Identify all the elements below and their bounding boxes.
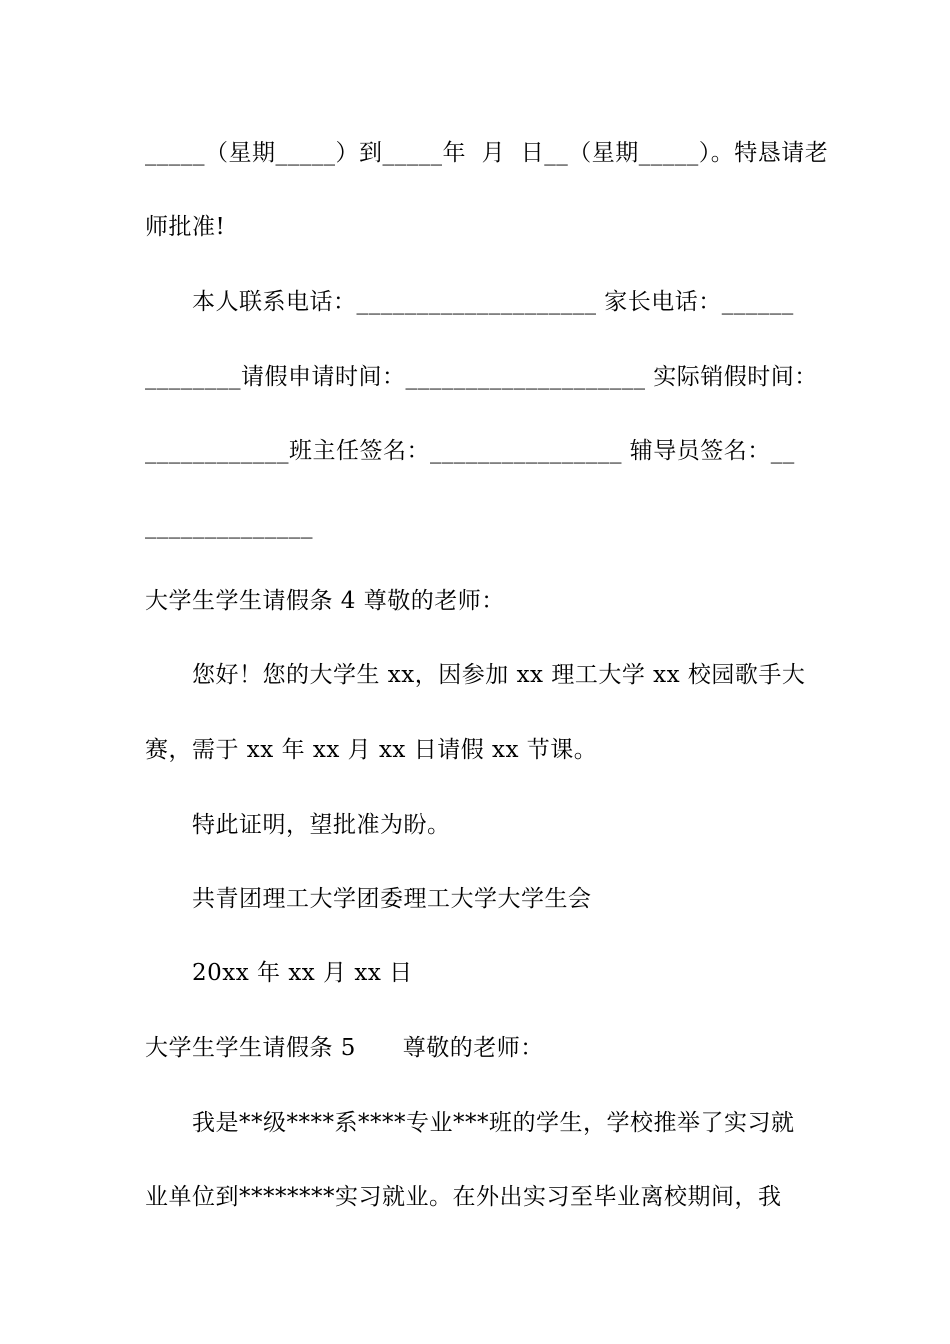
leave-date-line: 赛，需于 xx 年 xx 月 xx 日请假 xx 节课。: [145, 737, 598, 763]
signature-blank-line: ______________: [145, 513, 313, 539]
section-heading-4: 大学生学生请假条 4 尊敬的老师：: [145, 588, 505, 614]
student-info-line: 我是**级****系****专业***班的学生，学校推举了实习就: [192, 1110, 795, 1136]
date-line: 20xx 年 xx 月 xx 日: [192, 960, 413, 986]
certification-line: 特此证明，望批准为盼。: [192, 812, 451, 838]
greeting-paragraph-line: 您好！您的大学生 xx，因参加 xx 理工大学 xx 校园歌手大: [192, 662, 806, 688]
internship-line: 业单位到********实习就业。在外出实习至毕业离校期间，我: [145, 1184, 782, 1210]
section-heading-5: 大学生学生请假条 5 尊敬的老师：: [145, 1035, 544, 1061]
leave-period-line: _____（星期_____）到_____年 月 日__（星期_____）。特恳请老: [145, 140, 829, 166]
organization-line: 共青团理工大学团委理工大学大学生会: [192, 886, 592, 912]
leave-time-line: ________请假申请时间：____________________ 实际销假时间：: [145, 364, 818, 390]
signature-line: ____________班主任签名：________________ 辅导员签名：__: [145, 438, 795, 464]
approval-request-line: 师批准!: [145, 214, 226, 240]
contact-phone-line: 本人联系电话：____________________ 家长电话：______: [192, 289, 794, 315]
